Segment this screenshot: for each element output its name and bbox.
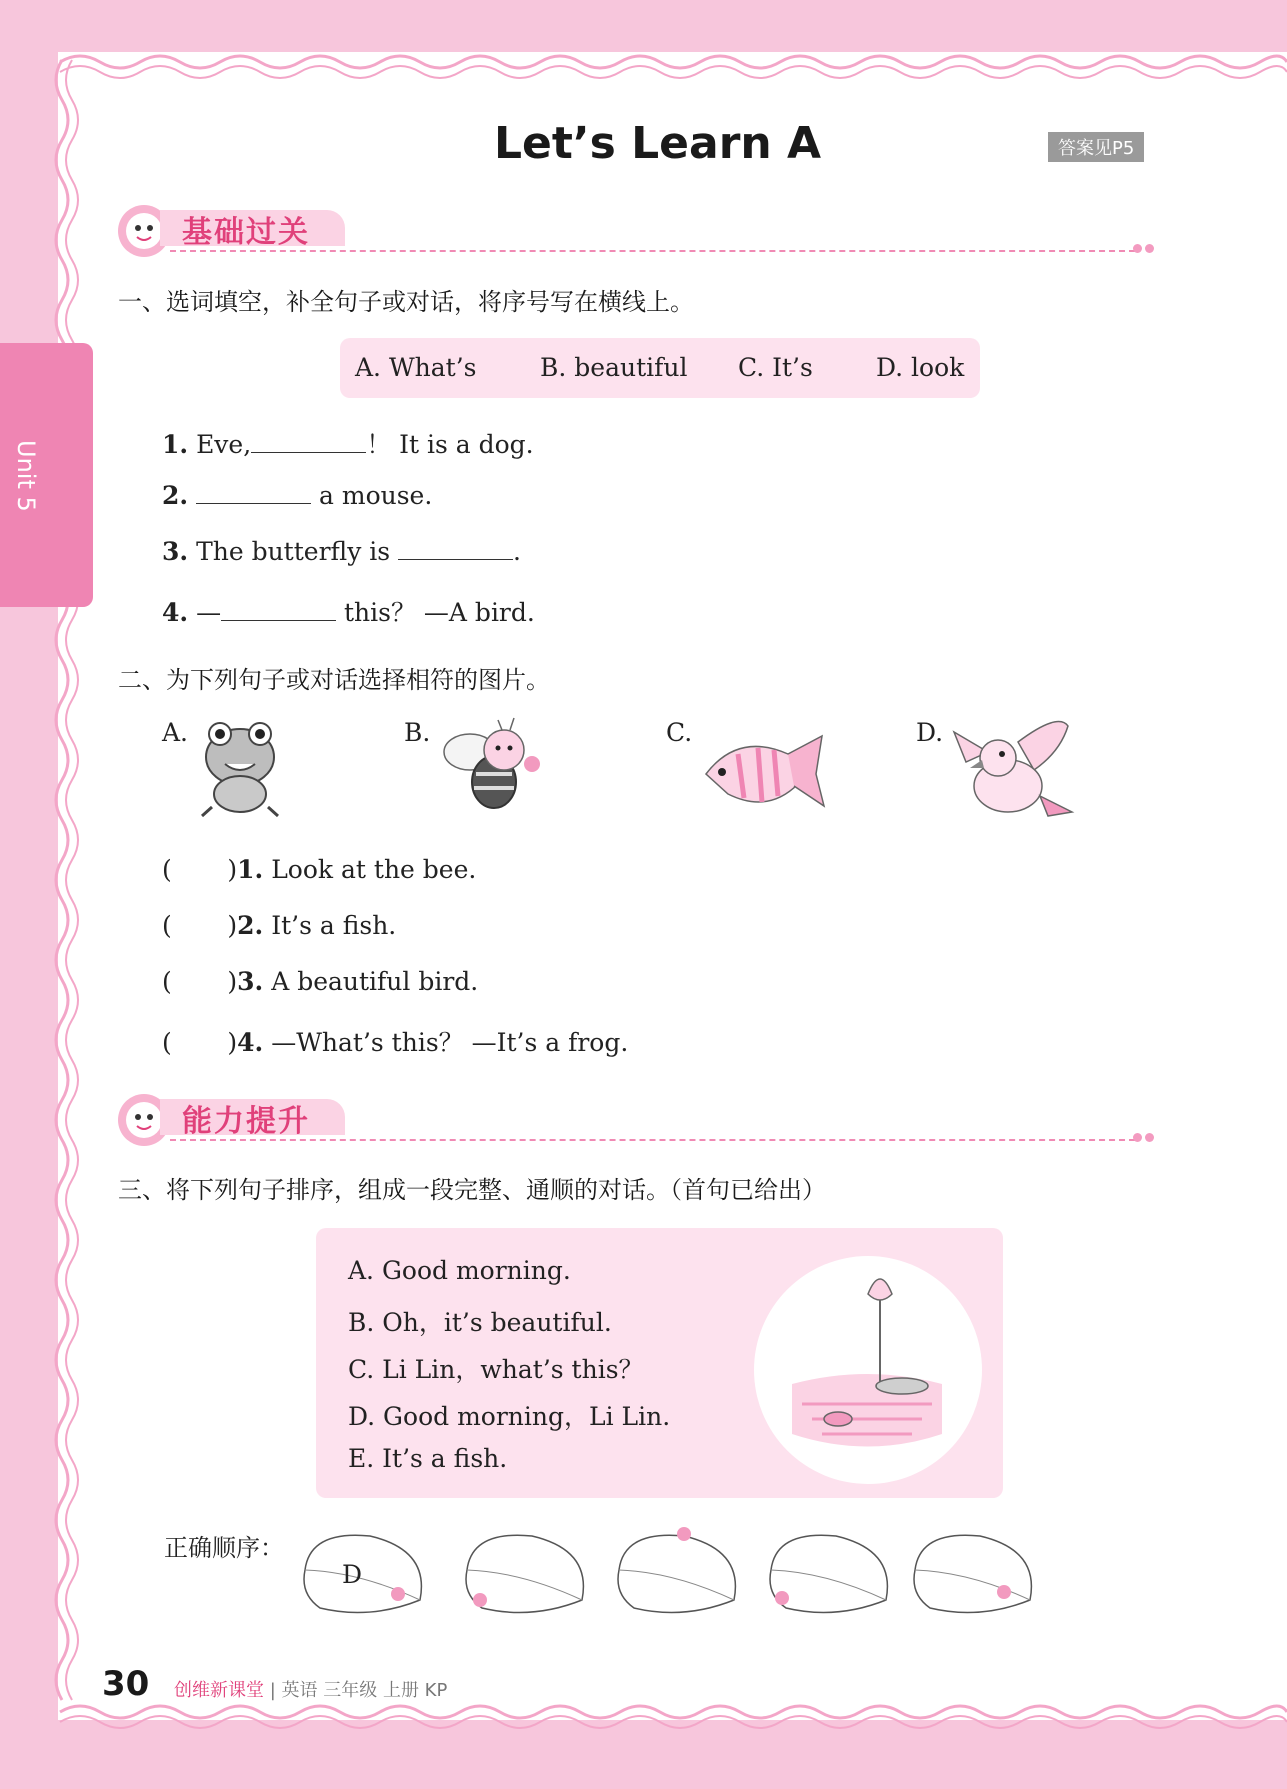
- section-title-advanced: 能力提升: [182, 1104, 310, 1139]
- order-label: 正确顺序：: [164, 1534, 284, 1562]
- item-number: 3.: [162, 537, 189, 566]
- item-text: —What’s this？ —It’s a frog.: [271, 1028, 629, 1057]
- word-option: C. It’s: [738, 353, 813, 382]
- leaf-answer-box[interactable]: [604, 1520, 754, 1616]
- leaf-answer-box[interactable]: [756, 1520, 906, 1616]
- answer-blank[interactable]: [251, 430, 366, 453]
- item-text-before: The butterfly is: [196, 537, 391, 566]
- leaf-answer-box[interactable]: [900, 1520, 1050, 1616]
- question-3-heading: 三、将下列句子排序，组成一段完整、通顺的对话。（首句已给出）: [118, 1176, 826, 1204]
- page-title: Let’s Learn A: [494, 118, 822, 169]
- question-2-heading: 二、为下列句子或对话选择相符的图片。: [118, 666, 550, 694]
- fill-item-4: [162, 593, 535, 629]
- item-text: A beautiful bird.: [271, 967, 479, 996]
- question-1-heading: 一、选词填空，补全句子或对话，将序号写在横线上。: [118, 288, 694, 316]
- word-option: B. beautiful: [540, 353, 688, 382]
- divider-dots: [1130, 1127, 1154, 1146]
- dialogue-sentence: A. Good morning.: [348, 1256, 571, 1285]
- unit-tab-label: Unit 5: [12, 440, 40, 512]
- order-answer: D: [342, 1560, 363, 1589]
- footer-brand: 创维新课堂: [174, 1680, 264, 1701]
- section-divider: [170, 250, 1135, 252]
- dialogue-sentence: C. Li Lin，what’s this？: [348, 1355, 644, 1384]
- fill-item-3: [162, 537, 521, 566]
- answer-blank[interactable]: [398, 537, 513, 560]
- match-item-1: [162, 855, 476, 884]
- footer-book-info: 英语 三年级 上册 KP: [281, 1680, 448, 1701]
- match-item-4: [162, 1023, 628, 1059]
- answer-blank[interactable]: [196, 481, 311, 504]
- item-text-after: ！ It is a dog.: [366, 430, 534, 459]
- item-text-before: —: [196, 598, 222, 627]
- leaf-answer-box[interactable]: [290, 1520, 440, 1616]
- item-number: 1.: [162, 430, 189, 459]
- fill-item-1: [162, 425, 534, 461]
- item-text: It’s a fish.: [271, 911, 397, 940]
- item-number: 2.: [237, 911, 264, 940]
- section-divider: [170, 1139, 1135, 1141]
- bee-icon: [432, 712, 552, 832]
- picture-label: C.: [666, 718, 693, 747]
- match-item-3: [162, 967, 478, 996]
- answer-paren[interactable]: ( ): [162, 967, 238, 996]
- answer-paren[interactable]: ( ): [162, 1028, 238, 1057]
- bird-icon: [948, 712, 1078, 832]
- item-number: 4.: [237, 1028, 264, 1057]
- answer-paren[interactable]: ( ): [162, 911, 238, 940]
- picture-label: D.: [916, 718, 944, 747]
- item-number: 3.: [237, 967, 264, 996]
- item-number: 4.: [162, 598, 189, 627]
- divider-dots: [1130, 238, 1154, 257]
- fill-item-2: [162, 481, 432, 510]
- answer-blank[interactable]: [221, 598, 336, 621]
- section-title-basic: 基础过关: [182, 215, 310, 250]
- item-number: 2.: [162, 481, 189, 510]
- item-text-before: Eve,: [196, 430, 252, 459]
- item-text-after: a mouse.: [319, 481, 433, 510]
- item-text-after: .: [513, 537, 521, 566]
- answer-paren[interactable]: ( ): [162, 855, 238, 884]
- picture-label: A.: [162, 718, 189, 747]
- pond-illustration: [752, 1254, 984, 1486]
- answer-reference-badge: 答案见P5: [1048, 132, 1144, 162]
- dialogue-sentence: D. Good morning，Li Lin.: [348, 1402, 671, 1431]
- leaf-answer-box[interactable]: [452, 1520, 602, 1616]
- page-number: 30: [102, 1664, 150, 1704]
- dialogue-sentence: E. It’s a fish.: [348, 1444, 508, 1473]
- dialogue-sentence: B. Oh，it’s beautiful.: [348, 1308, 612, 1337]
- fish-icon: [698, 714, 828, 814]
- footer-info: 创维新课堂 | 英语 三年级 上册 KP: [174, 1680, 448, 1701]
- item-number: 1.: [237, 855, 264, 884]
- match-item-2: [162, 911, 396, 940]
- item-text-after: this？ —A bird.: [344, 598, 535, 627]
- frog-icon: [190, 712, 290, 822]
- picture-label: B.: [404, 718, 431, 747]
- word-option: A. What’s: [355, 353, 477, 382]
- word-option: D. look: [876, 353, 965, 382]
- item-text: Look at the bee.: [271, 855, 477, 884]
